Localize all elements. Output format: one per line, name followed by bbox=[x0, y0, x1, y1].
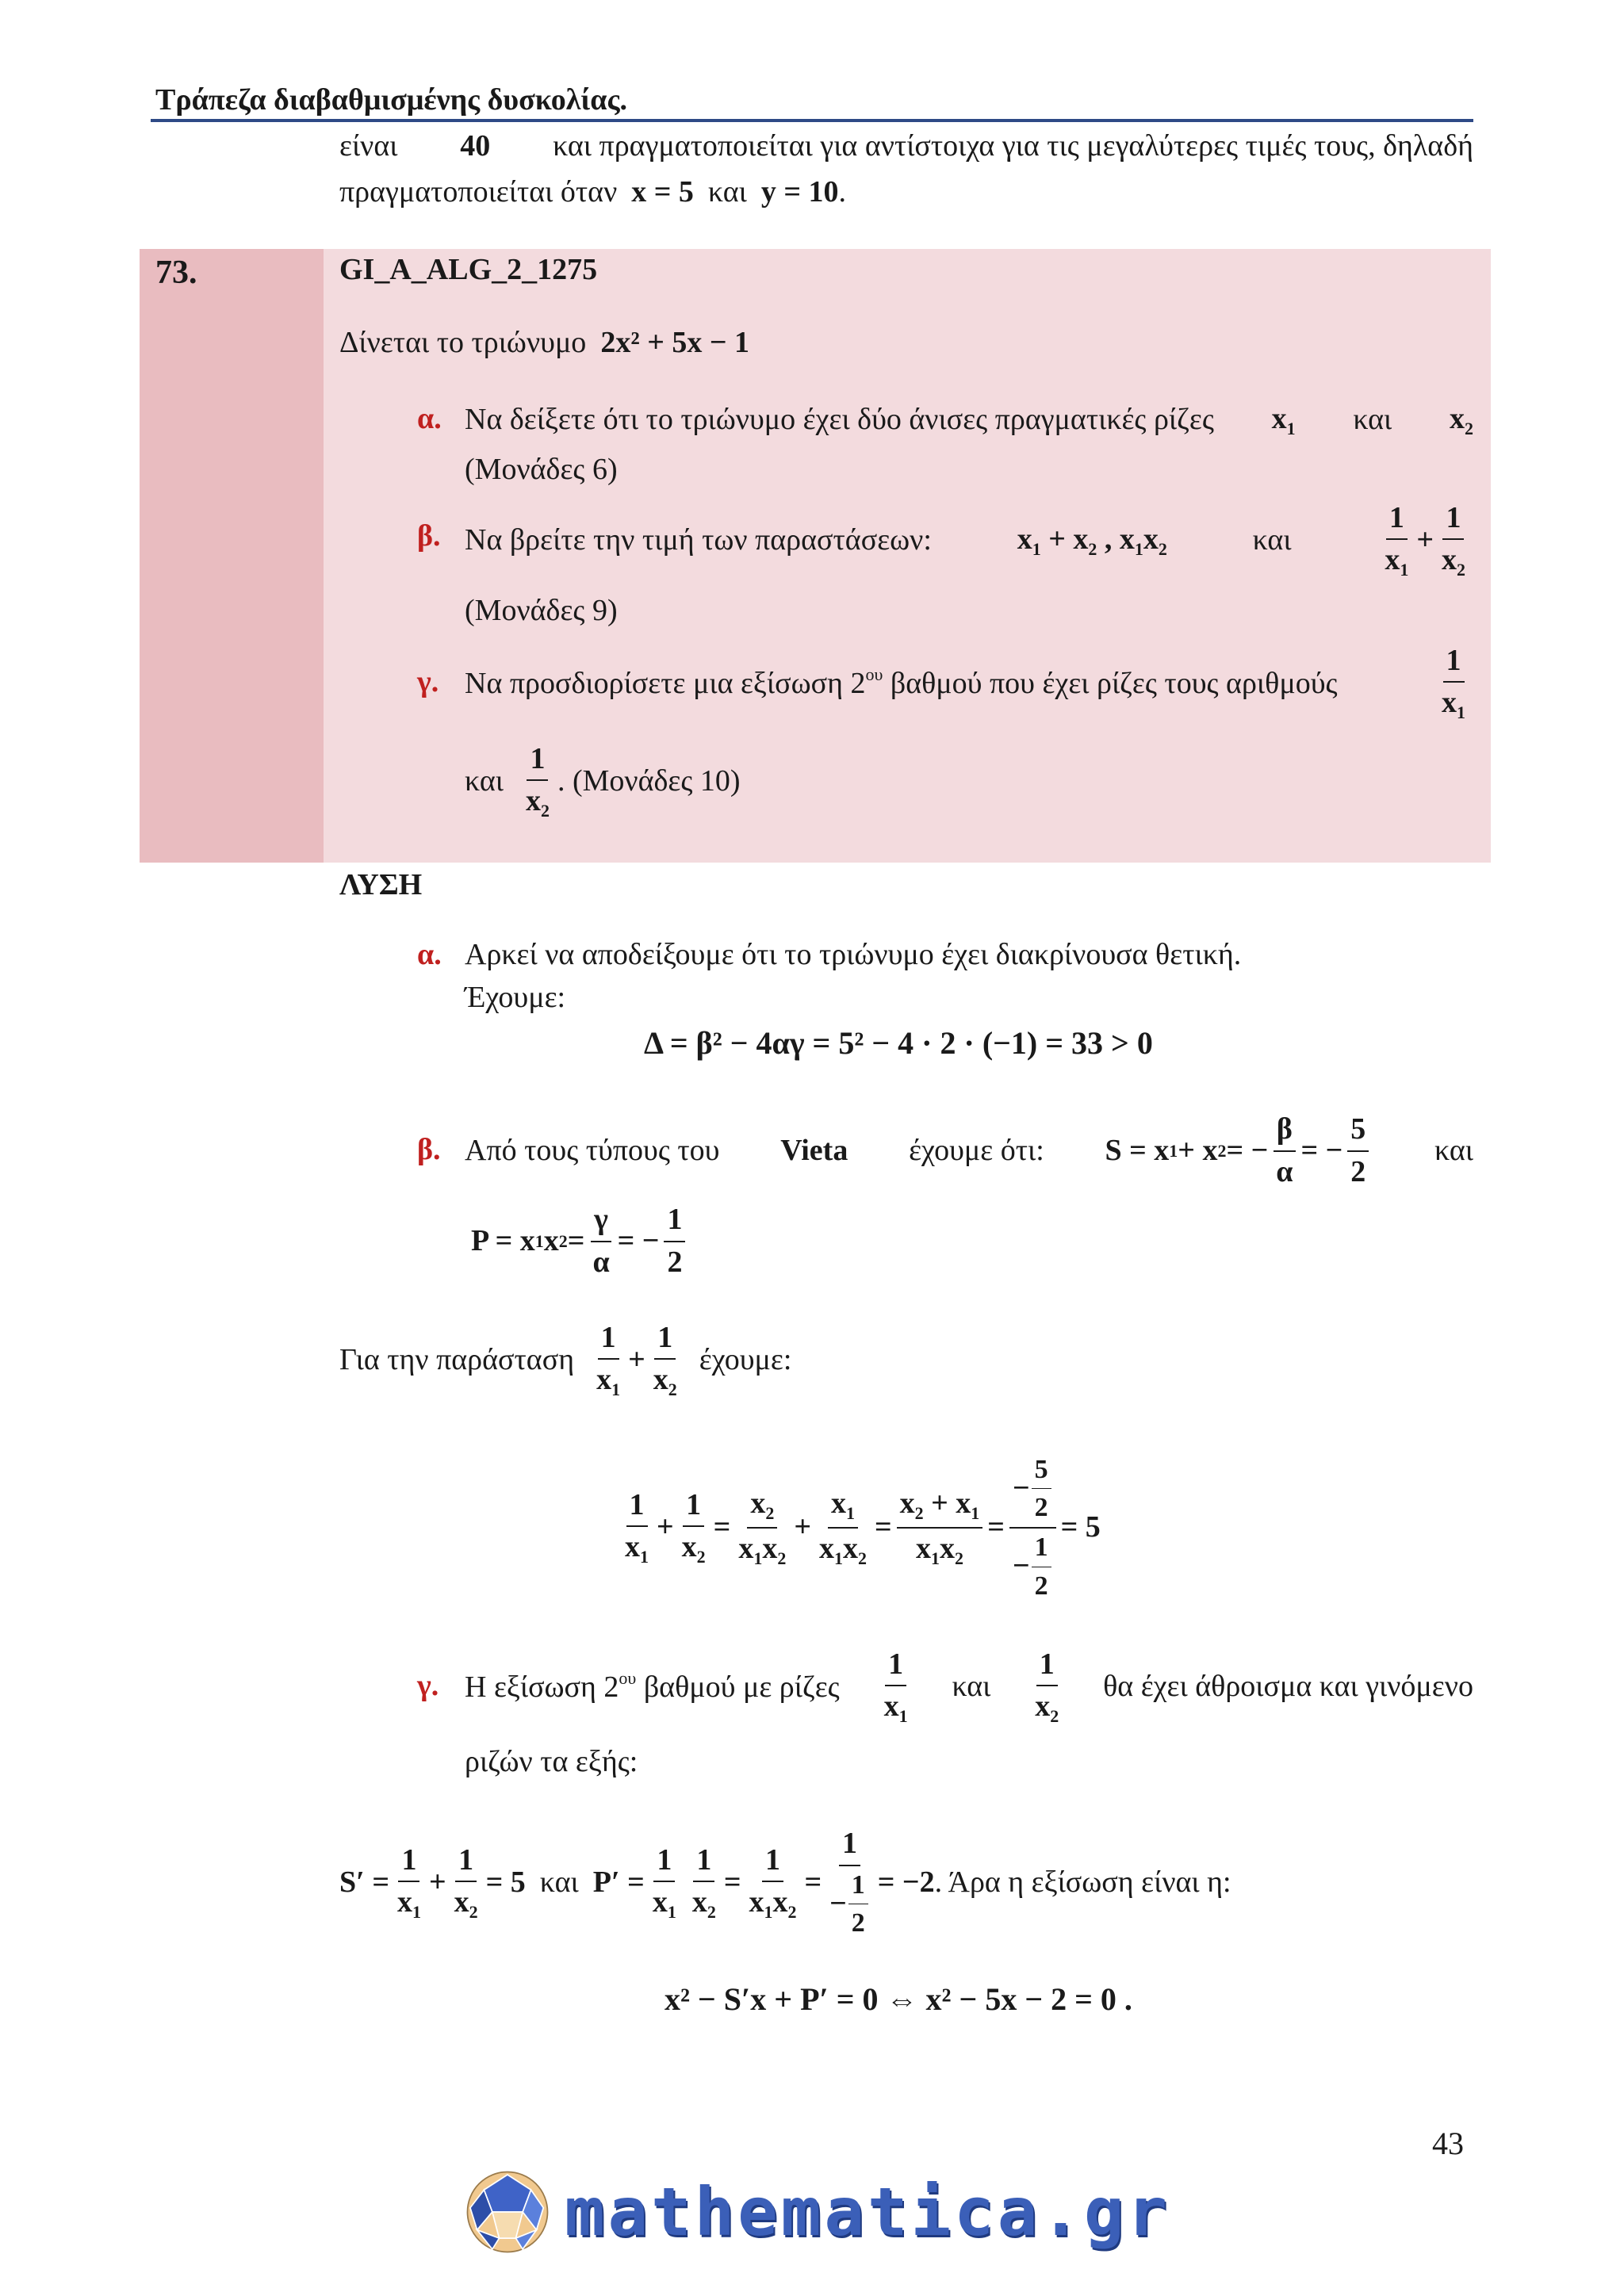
solution-c-sum-product: S′ = $\frac{1}{x_1}$ + $\frac{1}{x_2}$ = 5 και P′ = $\frac{1}{x_1}$ $\frac{1}{x_2}$ = $\frac{1}{x_1x_2}$ = 1 − $\frac{1}{2}$ = −2 . Άρα η εξίσωση είναι η: bbox=[339, 1826, 1231, 1938]
solution-title: ΛΥΣΗ bbox=[339, 868, 423, 901]
frac-1-over-x2-c: $\frac{1}{x_2}$ bbox=[525, 741, 550, 821]
solution-final-equation: x² − S′x + P′ = 0 ⇔ x² − 5x − 2 = 0 . bbox=[665, 1981, 1132, 2017]
solution-c-label: γ. bbox=[417, 1669, 439, 1702]
solution-b-label: β. bbox=[417, 1133, 441, 1166]
solution-a-text: Αρκεί να αποδείξουμε ότι το τριώνυμο έχει διακρίνουσα θετική. bbox=[465, 938, 1242, 971]
solution-c-line-2: ριζών τα εξής: bbox=[465, 1745, 638, 1778]
polyhedron-icon bbox=[465, 2163, 550, 2261]
solution-a-equation: Δ = β² − 4αγ = 5² − 4 · 2 · (−1) = 33 > 0 bbox=[644, 1025, 1153, 1061]
frac-1-over-x2: $\frac{1}{x_2}$ bbox=[1441, 500, 1465, 580]
solution-b-product: P = x 1 x 2 = $\frac{\gamma}{\alpha}$ = − $\frac{1}{2}$ bbox=[471, 1197, 690, 1286]
solution-a-label: α. bbox=[417, 938, 442, 971]
solution-expression-calc: $\frac{1}{x_1}$ + $\frac{1}{x_2}$ = $\frac{x_2}{x_1x_2}$ + $\frac{x_1}{x_1x_2}$ = $\frac{x_2 + x_1}{x_1x_2}$ = − $\frac{5}{2}$ − $\frac{1}{2}$ = 5 bbox=[625, 1454, 1101, 1601]
exercise-c-label: γ. bbox=[417, 665, 439, 698]
exercise-c-text-2: και $\frac{1}{x_2}$ . (Μονάδες 10) bbox=[465, 741, 741, 821]
solution-expression-intro: Για την παράσταση $\frac{1}{x_1}$ + $\frac{1}{x_2}$ έχουμε: bbox=[339, 1320, 792, 1400]
solution-b-line: Από τους τύπους του Vieta έχουμε ότι: S = x 1 + x 2 = − $\frac{\beta}{\alpha}$ = − $\frac{5}{2}$ και bbox=[465, 1112, 1473, 1188]
exercise-number: 73. bbox=[155, 254, 197, 291]
footer-logo bbox=[465, 2164, 1170, 2260]
solution-c-line: Η εξίσωση $2^{o\upsilon}$ βαθμού με ρίζες $\frac{1}{x_1}$ και $\frac{1}{x_2}$ θα έχει άθροισμα και γινόμενο bbox=[465, 1647, 1473, 1727]
exercise-a-marks: (Μονάδες 6) bbox=[465, 453, 618, 486]
exercise-code: GI_A_ALG_2_1275 bbox=[339, 253, 598, 286]
solution-a-have: Έχουμε: bbox=[465, 981, 566, 1014]
exercise-c-text: Να προσδιορίσετε μια εξίσωση $2^{o\upsilon}$ βαθμού που έχει ρίζες τους αριθμούς $\frac{1}{x_1}$ bbox=[465, 641, 1473, 726]
intro-line-1: είναι 40 και πραγματοποιείται για αντίστοιχα για τις μεγαλύτερες τιμές τους, δηλαδή bbox=[339, 129, 1473, 163]
exercise-a-text: Να δείξετε ότι το τριώνυμο έχει δύο άνισες πραγματικές ρίζες $x_1$ και $x_2$ bbox=[465, 402, 1473, 438]
exercise-b-marks: (Μονάδες 9) bbox=[465, 594, 618, 627]
page-number: 43 bbox=[1432, 2126, 1464, 2161]
frac-1-over-x1: $\frac{1}{x_1}$ bbox=[1385, 500, 1409, 580]
frac-1-over-x1-c: $\frac{1}{x_1}$ bbox=[1442, 643, 1465, 723]
header-rule bbox=[151, 119, 1473, 122]
exercise-box-left bbox=[140, 249, 324, 863]
brand-name: mathematica.gr bbox=[564, 2173, 1170, 2251]
exercise-b-text: Να βρείτε την τιμή των παραστάσεων: $x_1 + x_2$ , $x_1x_2$ και $\frac{1}{x_1}$ + $\frac{1}{x_2}$ bbox=[465, 498, 1473, 584]
exercise-given: Δίνεται το τριώνυμο 2x² + 5x − 1 bbox=[339, 326, 750, 359]
exercise-b-label: β. bbox=[417, 519, 441, 553]
intro-line-2: πραγματοποιείται όταν x = 5 και y = 10 . bbox=[339, 175, 847, 209]
exercise-a-label: α. bbox=[417, 402, 442, 435]
running-header: Τράπεζα διαβαθμισμένης δυσκολίας. bbox=[155, 83, 627, 117]
